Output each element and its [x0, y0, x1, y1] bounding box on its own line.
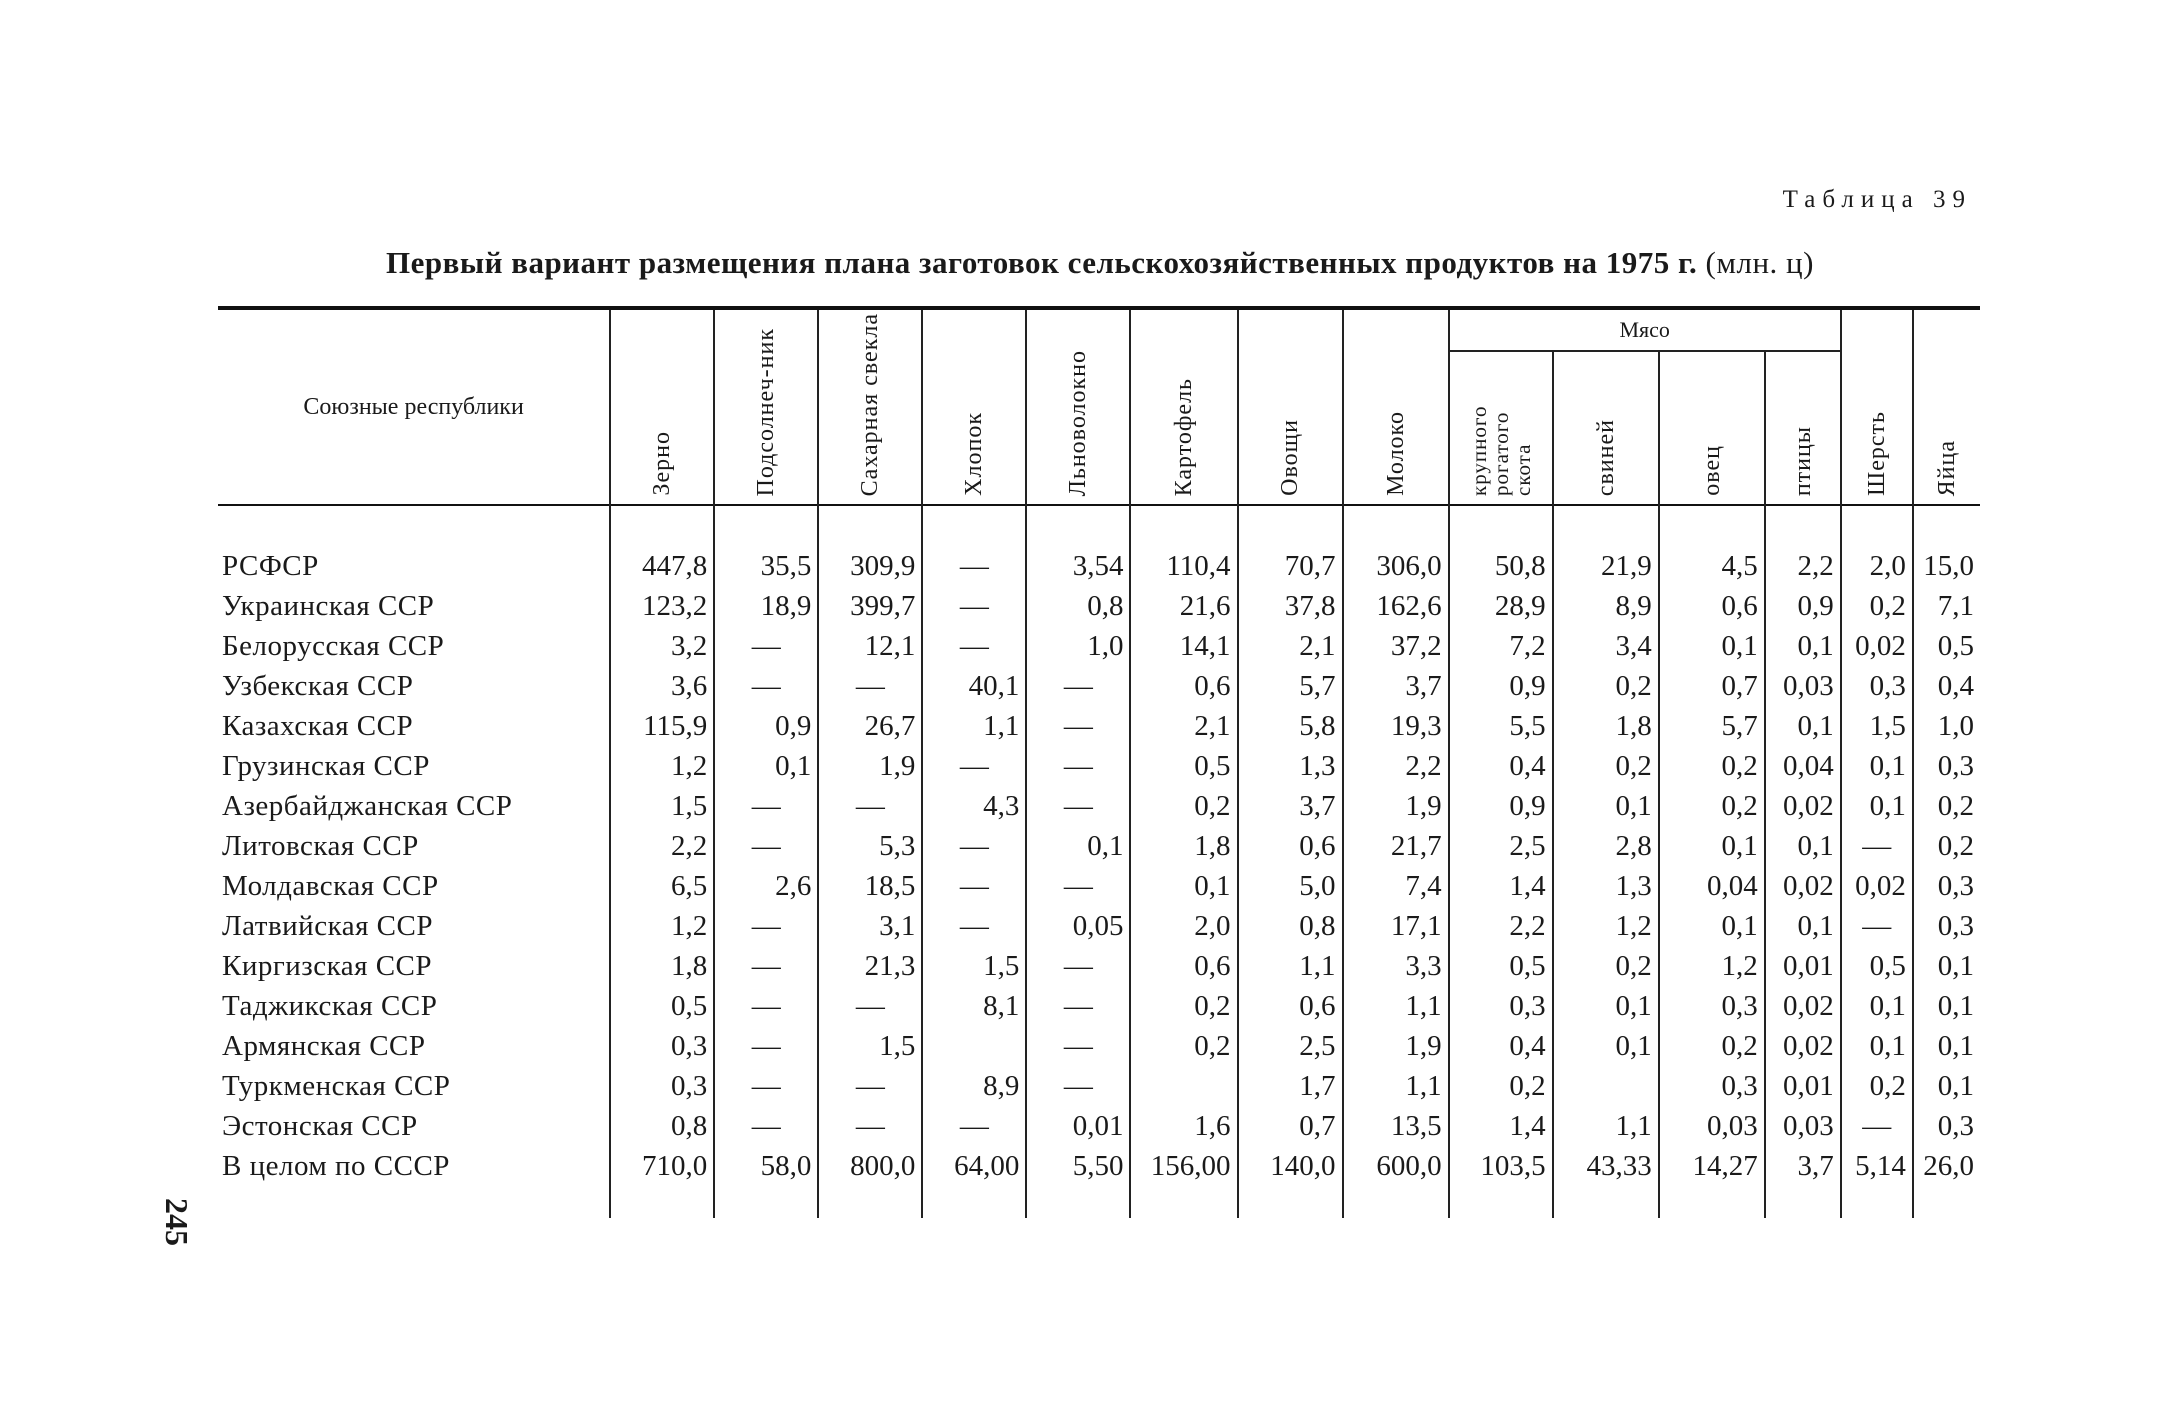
value-cell: 1,9 — [1343, 1026, 1449, 1066]
table-row — [218, 946, 1980, 986]
value-cell: 4,3 — [922, 786, 1026, 826]
value-cell: 2,2 — [1765, 546, 1841, 586]
value-cell: 0,1 — [1841, 1026, 1913, 1066]
value-cell: 35,5 — [714, 546, 818, 586]
value-cell: 0,1 — [1765, 706, 1841, 746]
value-cell: — — [818, 666, 922, 706]
value-cell: 103,5 — [1449, 1146, 1553, 1218]
value-cell: 40,1 — [922, 666, 1026, 706]
table-row — [218, 666, 1980, 706]
value-cell: — — [714, 906, 818, 946]
table-row — [218, 746, 1980, 786]
value-cell: 3,1 — [818, 906, 922, 946]
value-cell: — — [1026, 866, 1130, 906]
value-cell: 0,7 — [1659, 666, 1765, 706]
value-cell: 0,1 — [1841, 986, 1913, 1026]
value-cell: 2,8 — [1553, 826, 1659, 866]
value-cell: 0,2 — [1659, 786, 1765, 826]
value-cell: 0,02 — [1765, 786, 1841, 826]
value-cell: 0,02 — [1841, 866, 1913, 906]
value-cell: 7,1 — [1913, 586, 1980, 626]
value-cell: 0,9 — [1449, 786, 1553, 826]
value-cell: 110,4 — [1130, 546, 1237, 586]
value-cell: 2,2 — [1343, 746, 1449, 786]
value-cell: 0,3 — [1659, 1066, 1765, 1106]
value-cell: — — [1026, 946, 1130, 986]
value-cell: 1,2 — [1553, 906, 1659, 946]
value-cell: 0,4 — [1449, 746, 1553, 786]
republic-name: Туркменская ССР — [222, 1070, 451, 1102]
value-cell: 1,4 — [1449, 1106, 1553, 1146]
value-cell: 1,6 — [1130, 1106, 1237, 1146]
value-cell: 1,2 — [610, 906, 714, 946]
table-row — [218, 1066, 1980, 1106]
table-row — [218, 706, 1980, 746]
value-cell: — — [1026, 706, 1130, 746]
value-cell: 0,7 — [1238, 1106, 1343, 1146]
value-cell: 5,14 — [1841, 1146, 1913, 1218]
value-cell: 1,5 — [1841, 706, 1913, 746]
value-cell: 162,6 — [1343, 586, 1449, 626]
republic-name: Литовская ССР — [222, 830, 419, 862]
value-cell: 13,5 — [1343, 1106, 1449, 1146]
value-cell: 5,5 — [1449, 706, 1553, 746]
value-cell: 0,1 — [1913, 986, 1980, 1026]
value-cell: 2,0 — [1130, 906, 1237, 946]
value-cell: 447,8 — [610, 546, 714, 586]
value-cell: 1,0 — [1913, 706, 1980, 746]
value-cell: 0,5 — [1130, 746, 1237, 786]
value-cell: 1,5 — [922, 946, 1026, 986]
republic-name: РСФСР — [222, 550, 319, 582]
value-cell: 0,05 — [1026, 906, 1130, 946]
value-cell: 5,8 — [1238, 706, 1343, 746]
value-cell: 0,3 — [1841, 666, 1913, 706]
value-cell: 0,1 — [1765, 626, 1841, 666]
value-cell: 1,1 — [1553, 1106, 1659, 1146]
value-cell: 0,2 — [1553, 946, 1659, 986]
value-cell: 0,1 — [1553, 986, 1659, 1026]
table-row — [218, 586, 1980, 626]
value-cell: 0,3 — [1913, 906, 1980, 946]
republic-name: Эстонская ССР — [222, 1110, 418, 1142]
value-cell: 1,2 — [1659, 946, 1765, 986]
value-cell: — — [714, 1066, 818, 1106]
table-row — [218, 786, 1980, 826]
value-cell: 0,1 — [1913, 1066, 1980, 1106]
value-cell: 1,5 — [818, 1026, 922, 1066]
value-cell: 0,1 — [714, 746, 818, 786]
value-cell: 0,2 — [1913, 786, 1980, 826]
value-cell: 6,5 — [610, 866, 714, 906]
value-cell: 0,01 — [1026, 1106, 1130, 1146]
value-cell: 37,8 — [1238, 586, 1343, 626]
value-cell: — — [922, 826, 1026, 866]
value-cell: 0,1 — [1553, 1026, 1659, 1066]
table-row — [218, 906, 1980, 946]
value-cell: 17,1 — [1343, 906, 1449, 946]
header-vegetables: Овощи — [1238, 308, 1343, 505]
value-cell: 18,9 — [714, 586, 818, 626]
value-cell: — — [922, 906, 1026, 946]
header-sugar-beet: Сахарная свекла — [818, 308, 922, 505]
table-row — [218, 546, 1980, 586]
header-cotton: Хлопок — [922, 308, 1026, 505]
value-cell: 0,8 — [610, 1106, 714, 1146]
table-row — [218, 866, 1980, 906]
republic-name: Грузинская ССР — [222, 750, 430, 782]
value-cell: 0,1 — [1765, 826, 1841, 866]
value-cell: 4,5 — [1659, 546, 1765, 586]
value-cell: 3,7 — [1765, 1146, 1841, 1218]
value-cell — [1553, 1066, 1659, 1106]
value-cell: 1,7 — [1238, 1066, 1343, 1106]
value-cell: — — [922, 746, 1026, 786]
value-cell: 0,6 — [1238, 986, 1343, 1026]
value-cell: — — [1841, 1106, 1913, 1146]
value-cell: 2,1 — [1238, 626, 1343, 666]
value-cell: 0,9 — [714, 706, 818, 746]
header-grain: Зерно — [610, 308, 714, 505]
value-cell: 156,00 — [1130, 1146, 1237, 1218]
value-cell: 18,5 — [818, 866, 922, 906]
value-cell: 2,5 — [1238, 1026, 1343, 1066]
value-cell: 0,03 — [1765, 666, 1841, 706]
value-cell: 0,5 — [610, 986, 714, 1026]
value-cell: 1,3 — [1238, 746, 1343, 786]
table-title-text: Первый вариант размещения плана заготовок сельскохозяйственных продуктов на 1975 г. — [386, 245, 1698, 280]
value-cell: 0,5 — [1841, 946, 1913, 986]
republic-name: Таджикская ССР — [222, 990, 438, 1022]
value-cell: 0,6 — [1238, 826, 1343, 866]
value-cell: 1,1 — [922, 706, 1026, 746]
value-cell: — — [714, 826, 818, 866]
value-cell: 14,27 — [1659, 1146, 1765, 1218]
value-cell: 5,7 — [1238, 666, 1343, 706]
value-cell: 0,03 — [1659, 1106, 1765, 1146]
table-row — [218, 986, 1980, 1026]
value-cell: — — [1026, 786, 1130, 826]
value-cell: 2,1 — [1130, 706, 1237, 746]
republic-name: Азербайджанская ССР — [222, 790, 513, 822]
value-cell: 37,2 — [1343, 626, 1449, 666]
value-cell: — — [1026, 1066, 1130, 1106]
value-cell: 2,0 — [1841, 546, 1913, 586]
page-number: 245 — [159, 1198, 195, 1246]
value-cell: 0,02 — [1765, 866, 1841, 906]
value-cell: 64,00 — [922, 1146, 1026, 1218]
value-cell: 3,7 — [1238, 786, 1343, 826]
value-cell: 7,2 — [1449, 626, 1553, 666]
value-cell: 21,3 — [818, 946, 922, 986]
value-cell: 0,2 — [1659, 746, 1765, 786]
value-cell — [1130, 1066, 1237, 1106]
header-milk: Молоко — [1343, 308, 1449, 505]
value-cell: 0,8 — [1026, 586, 1130, 626]
header-meat-poultry: птицы — [1765, 351, 1841, 505]
value-cell: 123,2 — [610, 586, 714, 626]
value-cell: 0,1 — [1659, 906, 1765, 946]
value-cell: — — [1026, 746, 1130, 786]
value-cell: — — [714, 946, 818, 986]
value-cell: 0,04 — [1659, 866, 1765, 906]
value-cell: 0,1 — [1765, 906, 1841, 946]
value-cell: 0,2 — [1659, 1026, 1765, 1066]
value-cell: 0,02 — [1841, 626, 1913, 666]
value-cell: 12,1 — [818, 626, 922, 666]
value-cell: 0,3 — [610, 1026, 714, 1066]
value-cell: 0,3 — [1913, 1106, 1980, 1146]
value-cell: — — [922, 1106, 1026, 1146]
value-cell: 0,1 — [1026, 826, 1130, 866]
value-cell: 0,1 — [1913, 946, 1980, 986]
value-cell: 1,2 — [610, 746, 714, 786]
value-cell: — — [714, 786, 818, 826]
header-republics: Союзные республики — [303, 393, 524, 420]
value-cell: — — [1841, 906, 1913, 946]
value-cell: 0,02 — [1765, 1026, 1841, 1066]
republic-name: Киргизская ССР — [222, 950, 433, 982]
value-cell: 3,54 — [1026, 546, 1130, 586]
value-cell: 0,3 — [1449, 986, 1553, 1026]
value-cell: 0,01 — [1765, 946, 1841, 986]
value-cell: 0,4 — [1913, 666, 1980, 706]
value-cell: 58,0 — [714, 1146, 818, 1218]
value-cell: — — [714, 626, 818, 666]
table-row — [218, 1026, 1980, 1066]
value-cell: 0,2 — [1841, 1066, 1913, 1106]
value-cell: 1,9 — [818, 746, 922, 786]
value-cell: — — [818, 1066, 922, 1106]
table-units: (млн. ц) — [1705, 245, 1814, 280]
value-cell: 0,1 — [1841, 746, 1913, 786]
value-cell: 0,2 — [1130, 986, 1237, 1026]
republic-name: Казахская ССР — [222, 710, 414, 742]
value-cell: 0,6 — [1659, 586, 1765, 626]
value-cell: 1,5 — [610, 786, 714, 826]
value-cell: 1,8 — [1130, 826, 1237, 866]
value-cell: — — [922, 626, 1026, 666]
value-cell: 0,2 — [1553, 666, 1659, 706]
value-cell: 0,3 — [1913, 866, 1980, 906]
value-cell: 0,3 — [610, 1066, 714, 1106]
value-cell: 0,9 — [1449, 666, 1553, 706]
value-cell: — — [818, 986, 922, 1026]
value-cell: 0,03 — [1765, 1106, 1841, 1146]
value-cell: 3,4 — [1553, 626, 1659, 666]
value-cell: — — [714, 986, 818, 1026]
value-cell: 0,9 — [1765, 586, 1841, 626]
value-cell: 2,6 — [714, 866, 818, 906]
value-cell: 0,02 — [1765, 986, 1841, 1026]
value-cell: 0,2 — [1130, 1026, 1237, 1066]
value-cell: 14,1 — [1130, 626, 1237, 666]
value-cell: 26,0 — [1913, 1146, 1980, 1218]
republic-name: Украинская ССР — [222, 590, 435, 622]
table-number-label: Таблица 39 — [1782, 186, 1972, 213]
value-cell: 70,7 — [1238, 546, 1343, 586]
value-cell: 50,8 — [1449, 546, 1553, 586]
republic-name: Белорусская ССР — [222, 630, 445, 662]
value-cell: 8,1 — [922, 986, 1026, 1026]
value-cell: 0,2 — [1913, 826, 1980, 866]
value-cell: — — [1026, 1026, 1130, 1066]
value-cell: 0,3 — [1659, 986, 1765, 1026]
value-cell: 21,6 — [1130, 586, 1237, 626]
value-cell: 8,9 — [922, 1066, 1026, 1106]
table-row — [218, 626, 1980, 666]
value-cell: 1,8 — [1553, 706, 1659, 746]
value-cell: — — [714, 1106, 818, 1146]
value-cell: 5,0 — [1238, 866, 1343, 906]
value-cell: — — [922, 586, 1026, 626]
procurement-table — [218, 306, 1980, 1218]
value-cell: 21,7 — [1343, 826, 1449, 866]
table-title — [220, 245, 1980, 281]
value-cell: — — [1841, 826, 1913, 866]
value-cell: 0,2 — [1553, 746, 1659, 786]
header-flax: Льноволокно — [1026, 308, 1130, 505]
value-cell: 0,1 — [1553, 786, 1659, 826]
value-cell: 0,6 — [1130, 946, 1237, 986]
value-cell: 0,1 — [1659, 826, 1765, 866]
value-cell: 2,2 — [1449, 906, 1553, 946]
value-cell: — — [922, 546, 1026, 586]
value-cell: 5,7 — [1659, 706, 1765, 746]
value-cell: 1,0 — [1026, 626, 1130, 666]
value-cell: 140,0 — [1238, 1146, 1343, 1218]
value-cell: 1,1 — [1343, 1066, 1449, 1106]
value-cell: 0,1 — [1841, 786, 1913, 826]
value-cell: 3,3 — [1343, 946, 1449, 986]
header-meat-cattle: крупного рогатого скота — [1449, 351, 1553, 505]
value-cell: 0,1 — [1659, 626, 1765, 666]
value-cell: — — [1026, 666, 1130, 706]
republic-name: В целом по СССР — [222, 1150, 450, 1182]
value-cell: 1,8 — [610, 946, 714, 986]
value-cell: 5,3 — [818, 826, 922, 866]
value-cell: 306,0 — [1343, 546, 1449, 586]
value-cell: 0,8 — [1238, 906, 1343, 946]
value-cell: 309,9 — [818, 546, 922, 586]
value-cell: 7,4 — [1343, 866, 1449, 906]
header-meat-sheep: овец — [1659, 351, 1765, 505]
value-cell: 0,6 — [1130, 666, 1237, 706]
value-cell: 3,2 — [610, 626, 714, 666]
value-cell: 1,1 — [1238, 946, 1343, 986]
value-cell: 0,5 — [1449, 946, 1553, 986]
value-cell: 600,0 — [1343, 1146, 1449, 1218]
value-cell: — — [714, 666, 818, 706]
value-cell: 43,33 — [1553, 1146, 1659, 1218]
value-cell: 19,3 — [1343, 706, 1449, 746]
republic-name: Латвийская ССР — [222, 910, 433, 942]
value-cell: 0,3 — [1913, 746, 1980, 786]
value-cell: 15,0 — [1913, 546, 1980, 586]
table-row — [218, 1106, 1980, 1146]
header-wool: Шерсть — [1841, 308, 1913, 505]
value-cell: 0,2 — [1841, 586, 1913, 626]
value-cell: — — [714, 1026, 818, 1066]
value-cell: 1,1 — [1343, 986, 1449, 1026]
value-cell: 115,9 — [610, 706, 714, 746]
value-cell: 26,7 — [818, 706, 922, 746]
value-cell: 21,9 — [1553, 546, 1659, 586]
header-potato: Картофель — [1130, 308, 1237, 505]
table-header — [218, 308, 1980, 505]
value-cell: 0,01 — [1765, 1066, 1841, 1106]
republic-name: Узбекская ССР — [222, 670, 414, 702]
value-cell: 5,50 — [1026, 1146, 1130, 1218]
header-meat-pork: свиней — [1553, 351, 1659, 505]
value-cell: 0,4 — [1449, 1026, 1553, 1066]
value-cell: 1,3 — [1553, 866, 1659, 906]
value-cell: 0,04 — [1765, 746, 1841, 786]
value-cell: 0,5 — [1913, 626, 1980, 666]
header-eggs: Яйца — [1913, 308, 1980, 505]
republic-name: Молдавская ССР — [222, 870, 439, 902]
value-cell: — — [818, 786, 922, 826]
table-row — [218, 1146, 1980, 1218]
value-cell: 399,7 — [818, 586, 922, 626]
value-cell: 3,6 — [610, 666, 714, 706]
table-row — [218, 826, 1980, 866]
value-cell: 1,9 — [1343, 786, 1449, 826]
value-cell: 0,2 — [1130, 786, 1237, 826]
table-body — [218, 505, 1980, 1218]
republic-name: Армянская ССР — [222, 1030, 426, 1062]
value-cell: 0,1 — [1130, 866, 1237, 906]
header-meat-group: Мясо — [1449, 308, 1841, 351]
value-cell: 2,5 — [1449, 826, 1553, 866]
value-cell: 28,9 — [1449, 586, 1553, 626]
header-sunflower: Подсолнеч-ник — [714, 308, 818, 505]
value-cell: 0,2 — [1449, 1066, 1553, 1106]
value-cell: 1,4 — [1449, 866, 1553, 906]
value-cell: 8,9 — [1553, 586, 1659, 626]
value-cell: 0,1 — [1913, 1026, 1980, 1066]
value-cell: 710,0 — [610, 1146, 714, 1218]
value-cell — [922, 1026, 1026, 1066]
value-cell: — — [818, 1106, 922, 1146]
value-cell: 800,0 — [818, 1146, 922, 1218]
value-cell: 3,7 — [1343, 666, 1449, 706]
value-cell: — — [1026, 986, 1130, 1026]
value-cell: — — [922, 866, 1026, 906]
value-cell: 2,2 — [610, 826, 714, 866]
